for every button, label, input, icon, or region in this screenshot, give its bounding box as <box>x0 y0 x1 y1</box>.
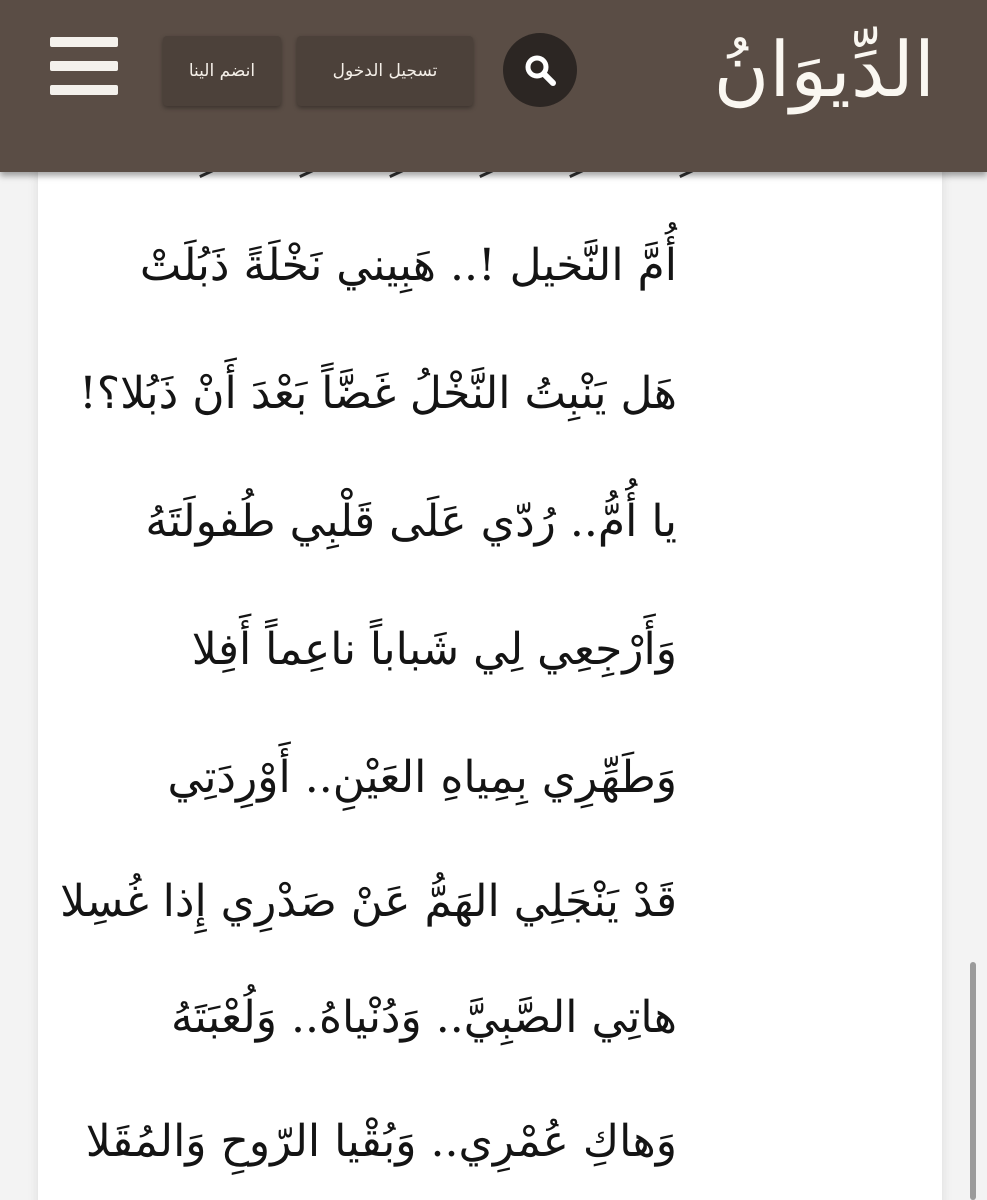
site-logo[interactable]: الدِّيوَانُ <box>713 25 935 114</box>
site-header <box>0 0 987 172</box>
poem-verse: أُمَّ النَّخيل !.. هَبِيني نَخْلَةً ذَبُلَتْ <box>139 240 677 291</box>
search-button[interactable] <box>503 33 577 107</box>
poem-verse: هَل يَنْبِتُ النَّخْلُ غَضَّاً بَعْدَ أَنْ ذَبُلا؟! <box>79 368 677 419</box>
poem-verse: وَطَهِّرِي بِمِياهِ العَيْنِ.. أَوْرِدَتِي <box>167 752 677 803</box>
join-us-button[interactable]: انضم الينا <box>163 36 281 106</box>
scrollbar-thumb[interactable] <box>970 962 976 1200</box>
cut-off-verse-fragment <box>180 172 720 188</box>
hamburger-menu-icon[interactable] <box>50 37 118 95</box>
poem-verse: قَدْ يَنْجَلِي الهَمُّ عَنْ صَدْرِي إِذا غُسِلا <box>60 876 677 927</box>
search-icon <box>522 52 558 88</box>
poem-verse: وَهاكِ عُمْرِي.. وَبُقْيا الرّوحِ وَالمُقَلا <box>85 1116 677 1167</box>
poem-verse: هاتِي الصَّبِيَّ.. وَدُنْياهُ.. وَلُعْبَتَهُ <box>170 992 677 1043</box>
poem-verse: يا أُمُّ.. رُدّي عَلَى قَلْبِي طُفولَتَهُ <box>145 496 677 547</box>
login-button[interactable]: تسجيل الدخول <box>297 36 473 106</box>
poem-verse: وَأَرْجِعِي لِي شَباباً ناعِماً أَفِلا <box>191 624 677 675</box>
